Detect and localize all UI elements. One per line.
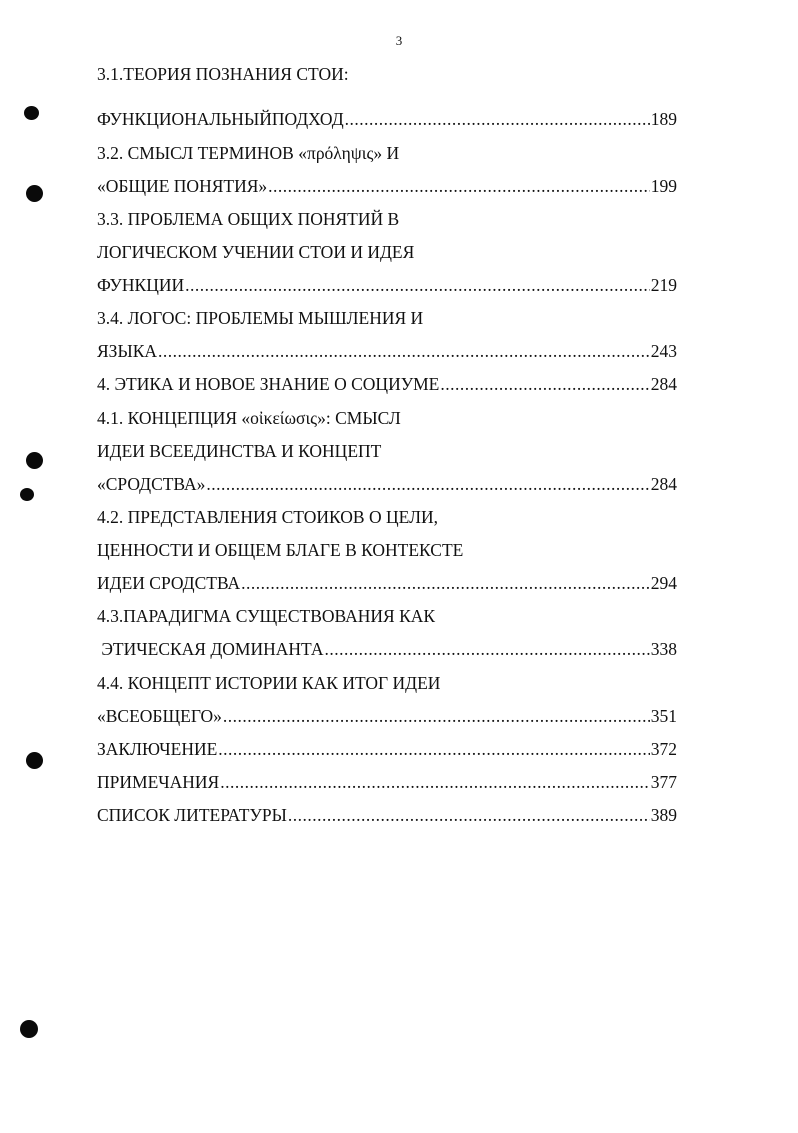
toc-line	[97, 242, 677, 262]
leader-dots	[268, 176, 650, 196]
toc-line	[97, 341, 677, 361]
toc-entry-text: 3.2. СМЫСЛ ТЕРМИНОВ «πρόληψις» И	[97, 143, 400, 163]
toc-entry-text: ЛОГИЧЕСКОМ УЧЕНИИ СТОИ И ИДЕЯ	[97, 242, 415, 262]
toc-page-number: 219	[650, 275, 677, 295]
toc-line	[97, 507, 677, 527]
toc-page-number: 284	[650, 474, 677, 494]
leader-dots	[325, 639, 650, 659]
toc-entry-text: 4.3.ПАРАДИГМА СУЩЕСТВОВАНИЯ КАК	[97, 606, 436, 626]
toc-line	[97, 706, 677, 726]
toc-line	[97, 540, 677, 560]
toc-line	[97, 176, 677, 196]
toc-entry-text: 4. ЭТИКА И НОВОЕ ЗНАНИЕ О СОЦИУМЕ	[97, 374, 440, 394]
page-number: 3	[395, 33, 403, 48]
punch-hole	[26, 185, 43, 202]
toc-entry-text: «ВСЕОБЩЕГО»	[97, 706, 222, 726]
punch-hole	[20, 1020, 38, 1038]
toc-entry-text: 4.1. КОНЦЕПЦИЯ «οἰκείωσις»: СМЫСЛ	[97, 408, 401, 428]
toc-entry-text: «ОБЩИЕ ПОНЯТИЯ»	[97, 176, 268, 196]
leader-dots	[345, 109, 650, 129]
toc-page-number: 389	[650, 805, 677, 825]
toc-line	[97, 474, 677, 494]
toc-line	[97, 441, 677, 461]
toc-entry-text: ФУНКЦИОНАЛЬНЫЙПОДХОД	[97, 109, 344, 129]
toc-entry-text: ПРИМЕЧАНИЯ	[97, 772, 220, 792]
leader-dots	[288, 805, 650, 825]
toc-entry-text: ЗАКЛЮЧЕНИЕ	[97, 739, 218, 759]
toc-page-number: 243	[650, 341, 677, 361]
leader-dots	[220, 772, 650, 792]
toc-line	[97, 772, 677, 792]
leader-dots	[185, 275, 650, 295]
toc-line	[97, 573, 677, 593]
leader-dots	[440, 374, 649, 394]
toc-line	[97, 673, 677, 693]
toc-line	[97, 275, 677, 295]
toc-line	[97, 308, 677, 328]
toc-page-number: 199	[650, 176, 677, 196]
toc-line	[97, 606, 677, 626]
punch-hole	[24, 106, 39, 120]
toc-entry-text: «СРОДСТВА»	[97, 474, 206, 494]
toc-line	[97, 639, 677, 659]
toc-entry-text: 4.2. ПРЕДСТАВЛЕНИЯ СТОИКОВ О ЦЕЛИ,	[97, 507, 438, 527]
toc-line	[97, 143, 677, 163]
toc-line	[97, 209, 677, 229]
punch-hole	[26, 752, 43, 769]
toc-page-number: 377	[650, 772, 677, 792]
toc-entry-text: ЭТИЧЕСКАЯ ДОМИНАНТА	[97, 639, 324, 659]
toc-entry-text: ЦЕННОСТИ И ОБЩЕМ БЛАГЕ В КОНТЕКСТЕ	[97, 540, 464, 560]
toc-line	[97, 374, 677, 394]
toc-entry-text: ИДЕИ СРОДСТВА	[97, 573, 241, 593]
toc-page-number: 294	[650, 573, 677, 593]
leader-dots	[218, 739, 649, 759]
leader-dots	[241, 573, 650, 593]
toc-entry-text: ИДЕИ ВСЕЕДИНСТВА И КОНЦЕПТ	[97, 441, 382, 461]
toc-line	[97, 805, 677, 825]
toc-page-number: 284	[650, 374, 677, 394]
leader-dots	[158, 341, 650, 361]
toc-line	[97, 64, 677, 84]
toc-entry-text: 3.4. ЛОГОС: ПРОБЛЕМЫ МЫШЛЕНИЯ И	[97, 308, 424, 328]
punch-hole	[26, 452, 43, 469]
toc-page-number: 372	[650, 739, 677, 759]
punch-hole	[20, 488, 34, 501]
toc-entry-text: 4.4. КОНЦЕПТ ИСТОРИИ КАК ИТОГ ИДЕИ	[97, 673, 441, 693]
leader-dots	[206, 474, 649, 494]
toc-line	[97, 109, 677, 129]
toc-line	[97, 408, 677, 428]
toc-entry-text: ФУНКЦИИ	[97, 275, 185, 295]
toc-page-number: 189	[650, 109, 677, 129]
toc-entry-text: СПИСОК ЛИТЕРАТУРЫ	[97, 805, 287, 825]
leader-dots	[223, 706, 650, 726]
toc-line	[97, 739, 677, 759]
toc-entry-text: 3.3. ПРОБЛЕМА ОБЩИХ ПОНЯТИЙ В	[97, 209, 400, 229]
toc-page-number: 351	[650, 706, 677, 726]
toc-page-number: 338	[650, 639, 677, 659]
toc-entry-text: 3.1.ТЕОРИЯ ПОЗНАНИЯ СТОИ:	[97, 64, 349, 84]
toc-entry-text: ЯЗЫКА	[97, 341, 158, 361]
